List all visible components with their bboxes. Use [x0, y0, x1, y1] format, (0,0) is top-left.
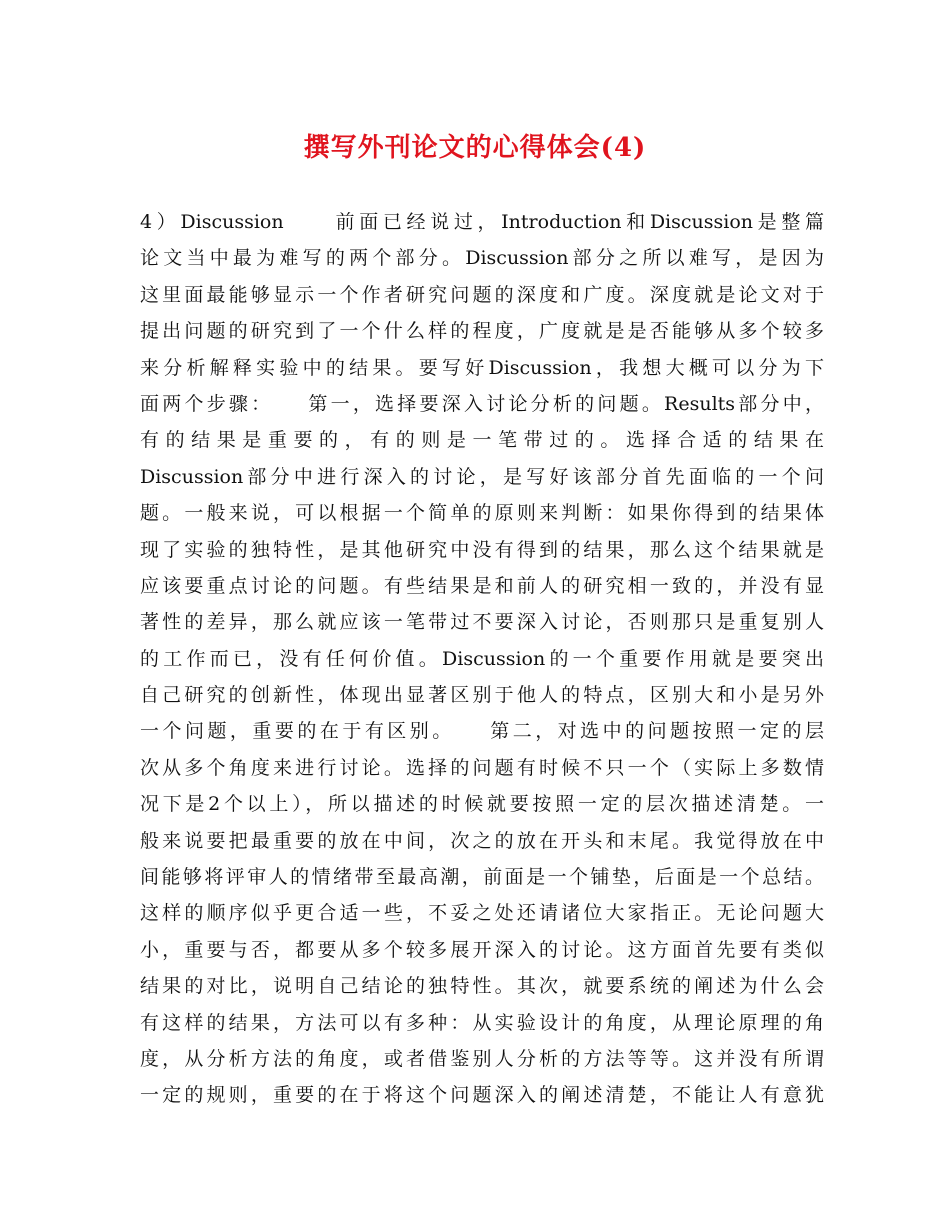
body-line: 小，重要与否，都要从多个较多展开深入的讨论。这方面首先要有类似: [140, 938, 824, 961]
body-line: Discussion部分中进行深入的讨论，是写好该部分首先面临的一个问: [140, 465, 824, 488]
document-title: 撰写外刊论文的心得体会(4): [303, 133, 647, 163]
document-body: [140, 204, 824, 1114]
body-line: 况下是2个以上），所以描述的时候就要按照一定的层次描述清楚。一: [140, 793, 824, 816]
body-line: 4）Discussion 前面已经说过，Introduction和Discussion是整篇: [140, 211, 824, 233]
body-line: 结果的对比，说明自己结论的独特性。其次，就要系统的阐述为什么会: [140, 975, 824, 998]
body-line: 般来说要把最重要的放在中间，次之的放在开头和末尾。我觉得放在中: [140, 829, 824, 852]
body-line: 这样的顺序似乎更合适一些，不妥之处还请诸位大家指正。无论问题大: [140, 902, 824, 925]
body-line: 著性的差异，那么就应该一笔带过不要深入讨论，否则那只是重复别人: [140, 611, 824, 634]
body-line: 论文当中最为难写的两个部分。Discussion部分之所以难写，是因为: [140, 247, 824, 270]
body-line: 次从多个角度来进行讨论。选择的问题有时候不只一个（实际上多数情: [140, 756, 824, 779]
body-line: 面两个步骤： 第一，选择要深入讨论分析的问题。Results部分中，: [140, 392, 824, 415]
body-line: 一定的规则，重要的在于将这个问题深入的阐述清楚，不能让人有意犹: [140, 1084, 824, 1107]
body-line: 题。一般来说，可以根据一个简单的原则来判断：如果你得到的结果体: [140, 502, 824, 525]
body-line: 应该要重点讨论的问题。有些结果是和前人的研究相一致的，并没有显: [140, 574, 824, 597]
body-line: 度，从分析方法的角度，或者借鉴别人分析的方法等等。这并没有所谓: [140, 1047, 824, 1070]
body-line: 现了实验的独特性，是其他研究中没有得到的结果，那么这个结果就是: [140, 538, 824, 561]
body-line: 自己研究的创新性，体现出显著区别于他人的特点，区别大和小是另外: [140, 684, 824, 707]
body-line: 有的结果是重要的，有的则是一笔带过的。选择合适的结果在: [140, 429, 824, 452]
body-line: 的工作而已，没有任何价值。Discussion的一个重要作用就是要突出: [140, 647, 824, 670]
body-line: 来分析解释实验中的结果。要写好Discussion，我想大概可以分为下: [140, 356, 824, 379]
body-line: 一个问题，重要的在于有区别。 第二，对选中的问题按照一定的层: [140, 720, 824, 743]
body-line: 间能够将评审人的情绪带至最高潮，前面是一个铺垫，后面是一个总结。: [140, 866, 824, 889]
body-line: 有这样的结果，方法可以有多种：从实验设计的角度，从理论原理的角: [140, 1011, 824, 1034]
body-line: 提出问题的研究到了一个什么样的程度，广度就是是否能够从多个较多: [140, 320, 824, 343]
body-line: 这里面最能够显示一个作者研究问题的深度和广度。深度就是论文对于: [140, 283, 824, 306]
